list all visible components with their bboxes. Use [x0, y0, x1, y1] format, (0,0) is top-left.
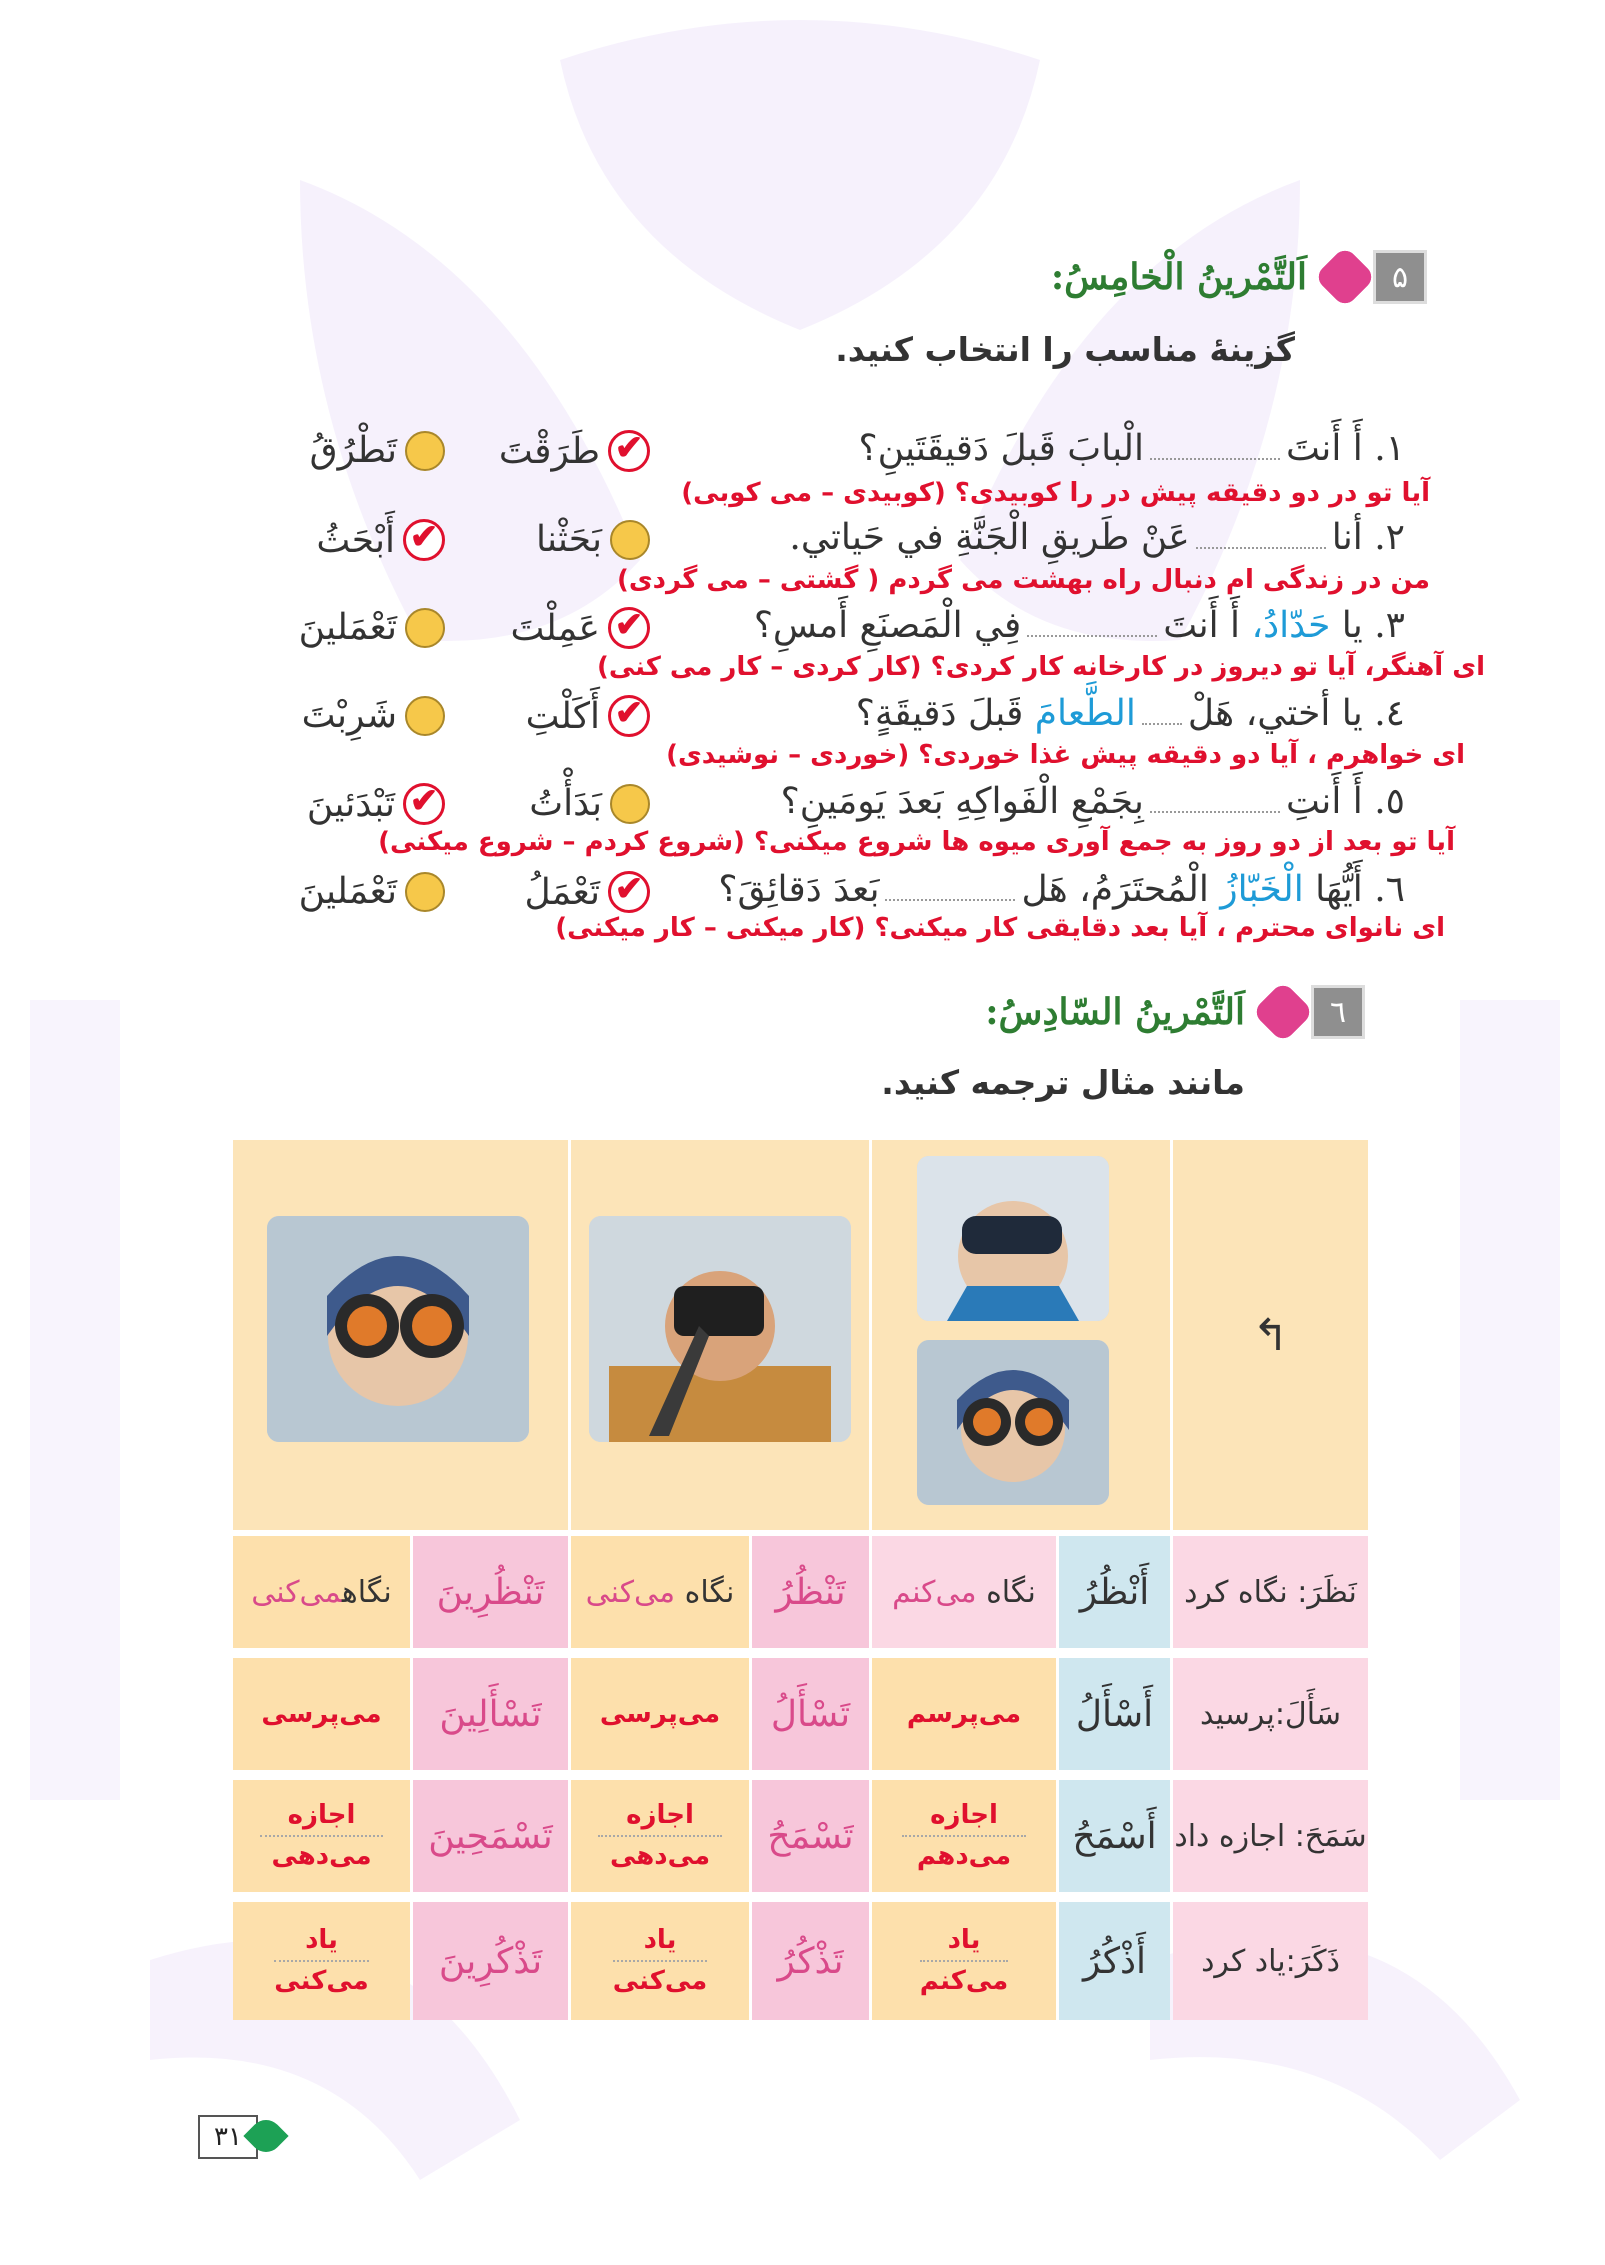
circle-icon: [405, 431, 445, 471]
return-arrow-icon: ↰: [1252, 1309, 1289, 1361]
option-6b[interactable]: تَعْمَلينَ: [299, 871, 445, 912]
verb-cell: تَنْظُرُ: [752, 1536, 869, 1648]
base-verb-cell: نَظَرَ: نگاه کرد: [1173, 1536, 1368, 1648]
circle-icon: [610, 520, 650, 560]
verb-cell: تَسْأَلِينَ: [413, 1658, 568, 1770]
translation-4: ای خواهرم ، آیا دو دقیقه پیش غذا خوردی؟ (خوردی – نوشیدی): [666, 740, 1465, 770]
verb-cell: أَسْمَحُ: [1059, 1780, 1170, 1892]
photo-girl-binoculars: [267, 1216, 529, 1442]
flower-icon: [1323, 255, 1367, 299]
flower-icon: [1261, 990, 1305, 1034]
check-icon: ✔: [403, 519, 445, 561]
arrow-panel: [1173, 1140, 1368, 1530]
option-6a[interactable]: ✔ تَعْمَلُ: [525, 871, 650, 913]
translation-cell: نگاه می‌کنی: [571, 1536, 749, 1648]
option-1b[interactable]: تَطْرُقُ: [310, 430, 445, 471]
option-2a[interactable]: بَحَثْنا: [536, 519, 650, 560]
exercise-title: اَلتَّمْرينُ السّادِسُ:: [985, 991, 1245, 1033]
exercise-6-header: [985, 985, 1365, 1039]
base-verb-cell: سَأَلَ:پرسید: [1173, 1658, 1368, 1770]
photo-panel-3: [233, 1140, 568, 1530]
answer-cell[interactable]: می‌پرسی: [233, 1658, 410, 1770]
photo-boy-binoculars: [917, 1156, 1109, 1321]
translation-6: ای نانوای محترم ، آیا بعد دقایقی کار میکنی؟ (کار میکنی – کار میکنی): [555, 913, 1445, 943]
exercise-instruction: مانند مثال ترجمه کنید.: [881, 1063, 1245, 1102]
question-1: ١. أَ أَنتَالْبابَ قَبلَ دَقيقَتَينِ؟: [858, 428, 1405, 469]
option-4b[interactable]: شَرِبْتَ: [302, 695, 445, 736]
answer-cell[interactable]: اجازه می‌دهی: [571, 1780, 749, 1892]
photo-panel-2: [571, 1140, 869, 1530]
verb-cell: تَنْظُرِينَ: [413, 1536, 568, 1648]
verb-cell: تَذْكُرُ: [752, 1902, 869, 2020]
photo-girl-binoculars-small: [917, 1340, 1109, 1505]
answer-blank[interactable]: [1027, 635, 1157, 637]
photo-panel-1: [872, 1140, 1170, 1530]
verb-cell: أَنْظُرُ: [1059, 1536, 1170, 1648]
verb-cell: تَسْمَحِينَ: [413, 1780, 568, 1892]
translation-5: آیا تو بعد از دو روز به جمع آوری میوه ها شروع میکنی؟ (شروع کردم – شروع میکنی): [378, 827, 1455, 857]
question-3: ٣. يا حَدّادُ، أَ أَنتَفِي الْمَصنَعِ أَمسِ؟: [753, 605, 1405, 646]
answer-cell[interactable]: می‌پرسم: [872, 1658, 1056, 1770]
exercise-number: ٦: [1311, 985, 1365, 1039]
answer-blank[interactable]: [1150, 811, 1280, 813]
translation-cell: نگاهمی‌کنی: [233, 1536, 410, 1648]
verb-cell: تَسْأَلُ: [752, 1658, 869, 1770]
check-icon: ✔: [608, 695, 650, 737]
answer-blank[interactable]: [1196, 547, 1326, 549]
option-3a[interactable]: ✔ عَمِلْتَ: [510, 607, 650, 649]
translation-grid: [233, 1140, 1368, 2030]
circle-icon: [610, 784, 650, 824]
question-5: ٥. أَ أَنتِبِجَمْعِ الْفَواكِهِ بَعدَ يَومَينِ؟: [780, 781, 1405, 822]
answer-cell[interactable]: می‌پرسی: [571, 1658, 749, 1770]
translation-2: من در زندگی ام دنبال راه بهشت می گردم ( گشتی – می گردی): [616, 565, 1430, 595]
answer-blank[interactable]: [1142, 723, 1182, 725]
verb-cell: تَسْمَحُ: [752, 1780, 869, 1892]
translation-cell: نگاه می‌کنم: [872, 1536, 1056, 1648]
exercise-title: اَلتَّمْرينُ الْخامِسُ:: [1050, 256, 1307, 298]
circle-icon: [405, 608, 445, 648]
answer-cell[interactable]: اجازه می‌دهی: [233, 1780, 410, 1892]
answer-cell[interactable]: یاد می‌کنم: [872, 1902, 1056, 2020]
translation-3: ای آهنگر، آیا تو دیروز در کارخانه کار کردی؟ (کار کردی – کار می کنی): [596, 652, 1485, 682]
verb-cell: تَذْكُرِينَ: [413, 1902, 568, 2020]
answer-cell[interactable]: اجازه می‌دهم: [872, 1780, 1056, 1892]
check-icon: ✔: [608, 430, 650, 472]
exercise-5-header: [1051, 250, 1427, 304]
base-verb-cell: ذَكَرَ:یاد کرد: [1173, 1902, 1368, 2020]
question-4: ٤. يا أختي، هَلْالطَّعامَ قَبلَ دَقيقَةٍ؟: [855, 693, 1405, 734]
option-1a[interactable]: ✔ طَرَقْتَ: [499, 430, 650, 472]
answer-blank[interactable]: [1150, 458, 1280, 460]
option-4a[interactable]: ✔ أَكَلْتِ: [526, 695, 650, 737]
translation-1: آیا تو در دو دقیقه پیش در را کوبیدی؟ (کوبیدی – می کوبی): [681, 478, 1430, 508]
question-2: ٢. أناعَنْ طَريقِ الْجَنَّةِ في حَياتي.: [789, 517, 1405, 558]
page-number: ٣١: [198, 2115, 258, 2159]
exercise-instruction: گزینهٔ مناسب را انتخاب کنید.: [835, 330, 1295, 369]
question-6: ٦. أَيُّهَا الْخَبّازُ الْمُحتَرَمُ، هَلبَعدَ دَقائِقَ؟: [718, 869, 1405, 910]
check-icon: ✔: [608, 607, 650, 649]
answer-blank[interactable]: [885, 899, 1015, 901]
answer-cell[interactable]: یاد می‌کنی: [571, 1902, 749, 2020]
circle-icon: [405, 872, 445, 912]
check-icon: ✔: [403, 783, 445, 825]
option-5b[interactable]: ✔ تَبْدَئينَ: [307, 783, 445, 825]
verb-cell: أَسْأَلُ: [1059, 1658, 1170, 1770]
option-5a[interactable]: بَدَأْتُ: [529, 783, 650, 824]
circle-icon: [405, 696, 445, 736]
photo-man-binoculars: [589, 1216, 851, 1442]
exercise-number: ۵: [1373, 250, 1427, 304]
option-2b[interactable]: ✔ أَبْحَثُ: [316, 519, 445, 561]
check-icon: ✔: [608, 871, 650, 913]
base-verb-cell: سَمَحَ: اجازه داد: [1173, 1780, 1368, 1892]
option-3b[interactable]: تَعْمَلينَ: [299, 607, 445, 648]
verb-cell: أَذْكُرُ: [1059, 1902, 1170, 2020]
answer-cell[interactable]: یاد می‌کنی: [233, 1902, 410, 2020]
